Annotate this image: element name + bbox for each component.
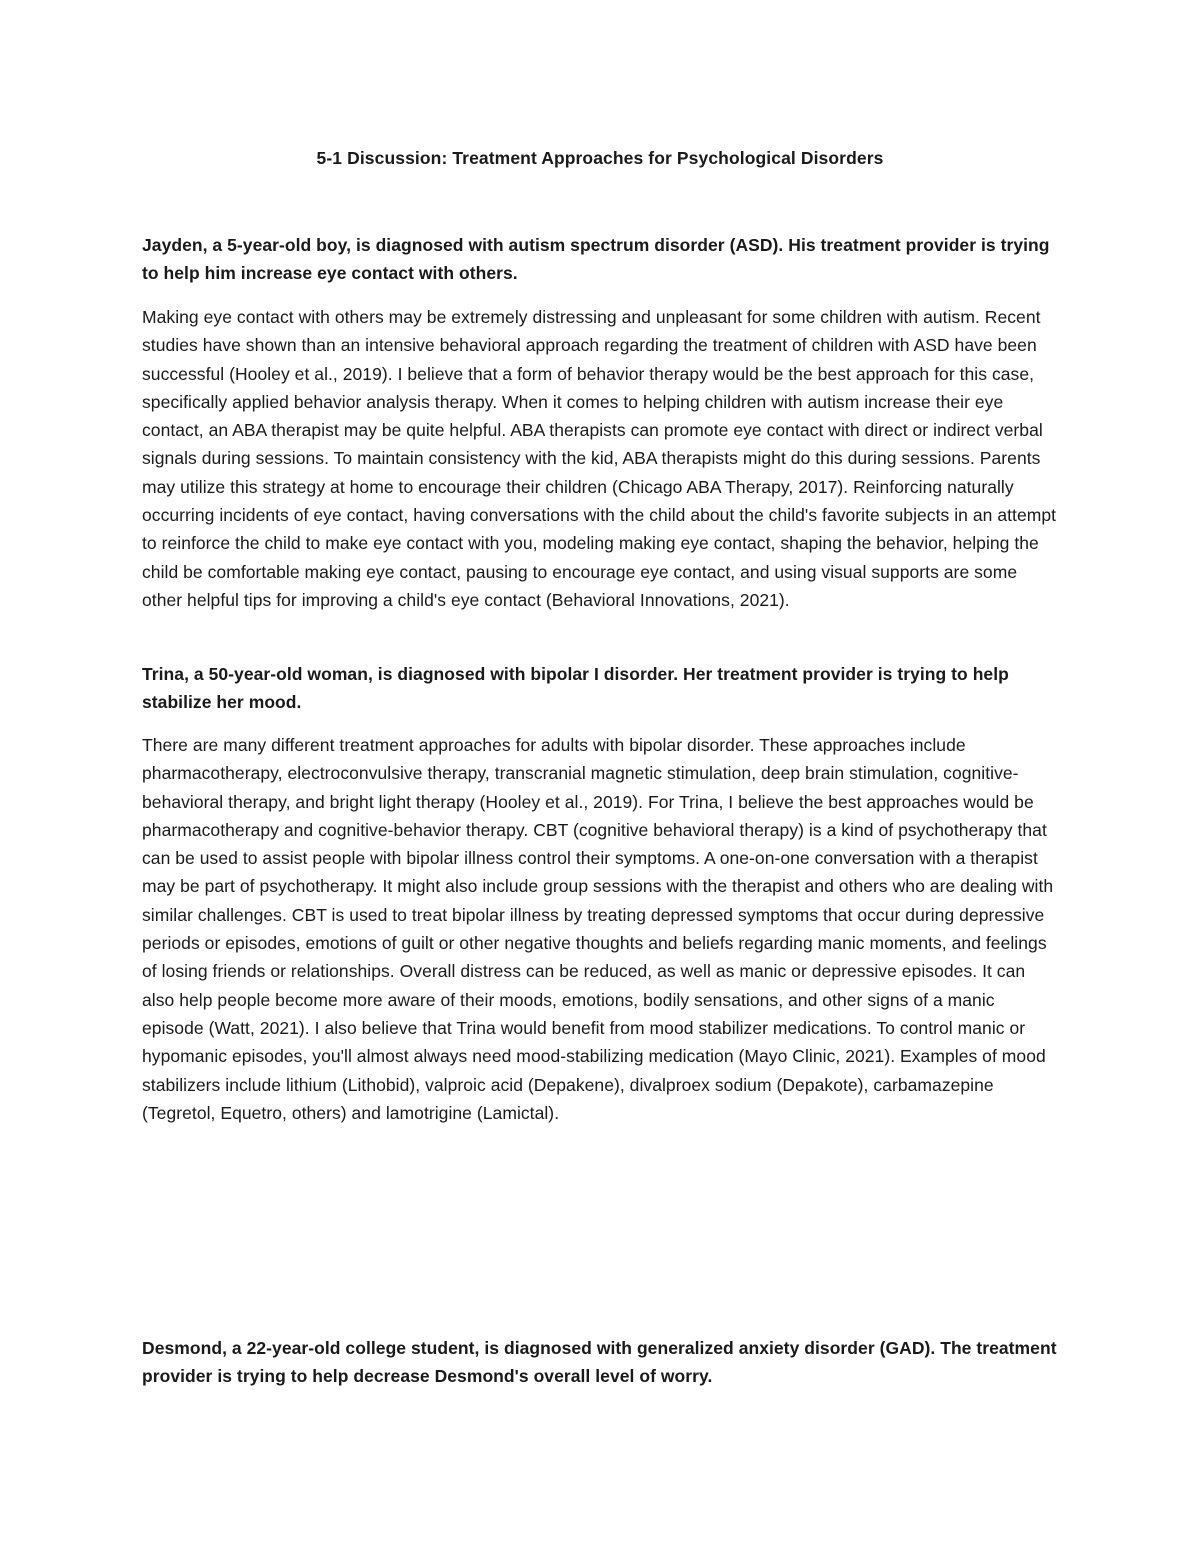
page-title: 5-1 Discussion: Treatment Approaches for Psychological Disorders — [316, 148, 884, 168]
case-prompt-desmond: Desmond, a 22-year-old college student, is diagnosed with generalized anxiety disorder (GAD). The treatment provider is trying to help decrease Desmond's overall level of worry. — [142, 1338, 1057, 1387]
case-prompt-jayden: Jayden, a 5-year-old boy, is diagnosed with autism spectrum disorder (ASD). His treatment provider is trying to help him increase eye contact with others. — [142, 235, 1050, 284]
case-prompt-trina: Trina, a 50-year-old woman, is diagnosed with bipolar I disorder. Her treatment provider is trying to help stabilize her mood. — [142, 664, 1009, 713]
case-response-trina: There are many different treatment approaches for adults with bipolar disorder. These approaches include pharmacotherapy, electroconvulsive therapy, transcranial magnetic stimulation, deep brain stimulation, cognitive-behavioral therapy, and bright light therapy (Hooley et al., 2019). For Trina, I believe the best approaches would be pharmacotherapy and cognitive-behavior therapy. CBT (cognitive behavioral therapy) is a kind of psychotherapy that can be used to assist people with bipolar illness control their symptoms. A one-on-one conversation with a therapist may be part of psychotherapy. It might also include group sessions with the therapist and others who are dealing with similar challenges. CBT is used to treat bipolar illness by treating depressed symptoms that occur during depressive periods or episodes, emotions of guilt or other negative thoughts and beliefs regarding manic moments, and feelings of losing friends or relationships. Overall distress can be reduced, as well as manic or depressive episodes. It can also help people become more aware of their moods, emotions, bodily sensations, and other signs of a manic episode (Watt, 2021). I also believe that Trina would benefit from mood stabilizer medications. To control manic or hypomanic episodes, you'll almost always need mood-stabilizing medication (Mayo Clinic, 2021). Examples of mood stabilizers include lithium (Lithobid), valproic acid (Depakene), divalproex sodium (Depakote), carbamazepine (Tegretol, Equetro, others) and lamotrigine (Lamictal). — [142, 735, 1054, 1123]
case-response-jayden: Making eye contact with others may be extremely distressing and unpleasant for some children with autism. Recent studies have shown than an intensive behavioral approach regarding the treatment of children with ASD have been successful (Hooley et al., 2019). I believe that a form of behavior therapy would be the best approach for this case, specifically applied behavior analysis therapy. When it comes to helping children with autism increase their eye contact, an ABA therapist may be quite helpful. ABA therapists can promote eye contact with direct or indirect verbal signals during sessions. To maintain consistency with the kid, ABA therapists might do this during sessions. Parents may utilize this strategy at home to encourage their children (Chicago ABA Therapy, 2017). Reinforcing naturally occurring incidents of eye contact, having conversations with the child about the child's favorite subjects in an attempt to reinforce the child to make eye contact with you, modeling making eye contact, shaping the behavior, helping the child be comfortable making eye contact, pausing to encourage eye contact, and using visual supports are some other helpful tips for improving a child's eye contact (Behavioral Innovations, 2021). — [142, 307, 1057, 610]
